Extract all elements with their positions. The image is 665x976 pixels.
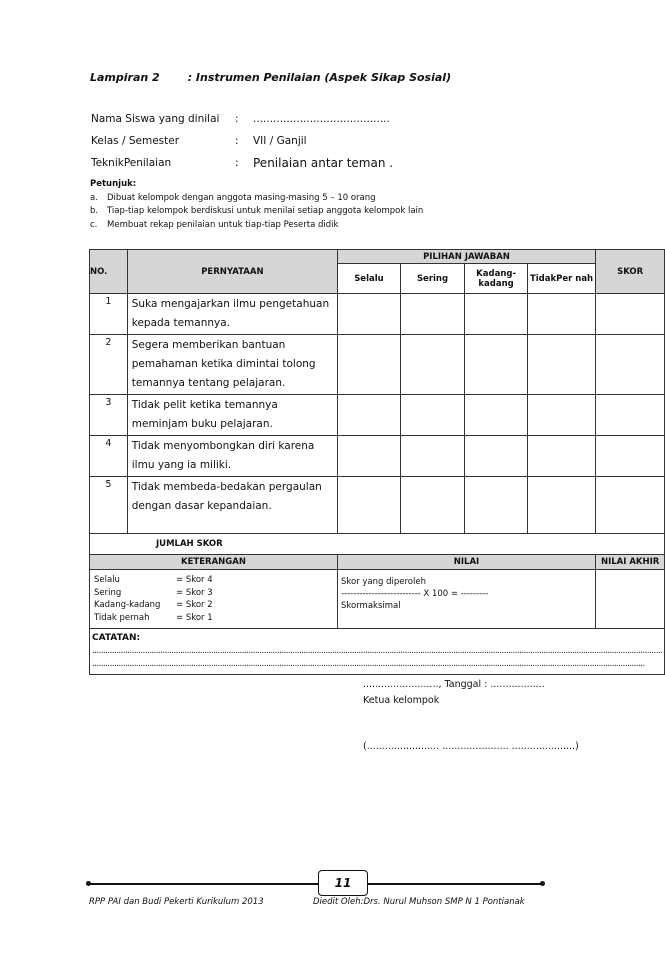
instructions-title: Petunjuk:: [90, 179, 137, 189]
option-never: TidakPer nah: [528, 264, 596, 294]
header-statement: PERNYATAAN: [127, 250, 337, 294]
answer-cell[interactable]: [465, 477, 528, 534]
header-value: NILAI: [337, 555, 595, 570]
row-number: 4: [90, 436, 128, 477]
instruction-item: [90, 219, 423, 233]
info-row: [88, 152, 542, 174]
answer-cell[interactable]: [465, 436, 528, 477]
legend-item: [94, 587, 333, 600]
legend-label: Sering: [94, 587, 122, 598]
answer-cell[interactable]: [337, 294, 400, 335]
info-label: Kelas / Semester: [91, 135, 180, 147]
legend-item: [94, 574, 333, 587]
appendix-title: : Instrumen Penilaian (Aspek Sikap Sosial): [187, 71, 452, 84]
header-answer-options: PILIHAN JAWABAN: [337, 250, 595, 264]
total-row: [90, 534, 665, 555]
instruction-marker: b.: [90, 206, 99, 216]
info-colon: :: [235, 113, 239, 125]
instructions: [90, 178, 423, 232]
row-statement: Suka mengajarkan ilmu pengetahuan kepada temannya.: [127, 294, 337, 335]
answer-cell[interactable]: [465, 395, 528, 436]
table-row: [90, 335, 665, 395]
info-value: .........................................: [253, 113, 390, 125]
legend-value: = Skor 3: [176, 587, 213, 598]
notes-cell[interactable]: [90, 629, 665, 675]
footer-left-text: RPP PAI dan Budi Pekerti Kurikulum 2013: [89, 897, 264, 907]
answer-cell[interactable]: [337, 436, 400, 477]
signature-name-line: (........................ ...................... .....................): [363, 741, 579, 752]
score-cell[interactable]: [596, 395, 665, 436]
instruction-text: Dibuat kelompok dengan anggota masing-masing 5 – 10 orang: [107, 192, 376, 203]
table-row: [90, 395, 665, 436]
instruction-item: [90, 192, 423, 206]
total-score-label: JUMLAH SKOR: [90, 534, 665, 555]
answer-cell[interactable]: [528, 395, 596, 436]
student-info-table: [88, 108, 542, 174]
header-legend: KETERANGAN: [90, 555, 338, 570]
formula-denominator: Skormaksimal: [340, 601, 401, 611]
notes-title: CATATAN:: [92, 633, 141, 643]
info-colon: :: [235, 135, 239, 147]
row-statement: Tidak membeda-bedakan pergaulan dengan dasar kepandaian.: [127, 477, 337, 534]
page-number: 11: [318, 870, 368, 896]
info-value: Penilaian antar teman .: [253, 156, 394, 170]
footer-rule-endpoint: [540, 881, 545, 886]
table-row: [90, 436, 665, 477]
row-number: 5: [90, 477, 128, 534]
table-row: [90, 294, 665, 335]
answer-cell[interactable]: [528, 335, 596, 395]
legend-label: Tidak pernah: [94, 612, 150, 623]
row-statement: Tidak menyombongkan diri karena ilmu yang ia miliki.: [127, 436, 337, 477]
option-often: Sering: [400, 264, 464, 294]
document-heading: [90, 71, 451, 84]
legend-cell: [90, 570, 338, 629]
row-statement: Tidak pelit ketika temannya meminjam buku pelajaran.: [127, 395, 337, 436]
legend-label: Selalu: [94, 575, 120, 585]
instruction-marker: c.: [90, 219, 98, 230]
footer-rule-endpoint: [86, 881, 91, 886]
answer-cell[interactable]: [337, 395, 400, 436]
legend-item: [94, 599, 333, 612]
assessment-table: [89, 249, 665, 675]
option-sometimes: Kadang-kadang: [465, 264, 528, 294]
header-final-value: NILAI AKHIR: [596, 555, 665, 570]
instruction-text: Membuat rekap penilaian untuk tiap-tiap Peserta didik: [107, 219, 339, 230]
answer-cell[interactable]: [400, 477, 464, 534]
option-always: Selalu: [337, 264, 400, 294]
score-cell[interactable]: [596, 294, 665, 335]
info-colon: :: [235, 157, 239, 169]
signature-role: Ketua kelompok: [363, 695, 440, 706]
notes-line: ...................................................................................................................................................................................................................................................................: [92, 646, 663, 656]
table-row: [90, 477, 665, 534]
legend-item: [94, 612, 333, 625]
answer-cell[interactable]: [528, 294, 596, 335]
footer-rule: [89, 883, 543, 885]
answer-cell[interactable]: [528, 436, 596, 477]
info-label: Nama Siswa yang dinilai: [91, 113, 220, 125]
formula-numerator: Skor yang diperoleh: [340, 577, 426, 587]
row-number: 2: [90, 335, 128, 395]
signature-date: ........................., Tanggal : ..................: [363, 679, 545, 690]
notes-line: ...........................................................................................................................................................................................................................................................: [92, 659, 645, 669]
answer-cell[interactable]: [528, 477, 596, 534]
value-formula: [337, 570, 595, 629]
legend-value: = Skor 4: [176, 575, 213, 585]
header-no: NO.: [90, 250, 128, 294]
answer-cell[interactable]: [337, 477, 400, 534]
instruction-marker: a.: [90, 192, 98, 203]
formula-fraction-line: -------------------------- X 100 = ---------: [340, 589, 489, 599]
legend-label: Kadang-kadang: [94, 600, 161, 610]
final-value-cell[interactable]: [596, 570, 665, 629]
info-value: VII / Ganjil: [253, 135, 307, 147]
legend-value: = Skor 2: [176, 600, 213, 610]
row-statement: Segera memberikan bantuan pemahaman ketika dimintai tolong temannya tentang pelajaran.: [127, 335, 337, 395]
legend-value: = Skor 1: [176, 612, 213, 623]
score-cell[interactable]: [596, 335, 665, 395]
row-number: 1: [90, 294, 128, 335]
answer-cell[interactable]: [465, 294, 528, 335]
footer-right-text: Diedit Oleh:Drs. Nurul Muhson SMP N 1 Pontianak: [313, 897, 525, 907]
header-score: SKOR: [596, 250, 665, 294]
answer-cell[interactable]: [337, 335, 400, 395]
score-cell[interactable]: [596, 477, 665, 534]
info-label: TeknikPenilaian: [91, 157, 172, 169]
score-cell[interactable]: [596, 436, 665, 477]
answer-cell[interactable]: [400, 436, 464, 477]
instruction-item: [90, 205, 423, 219]
info-row: [88, 108, 542, 130]
answer-cell[interactable]: [400, 395, 464, 436]
row-number: 3: [90, 395, 128, 436]
appendix-label: Lampiran 2: [90, 71, 160, 84]
answer-cell[interactable]: [465, 335, 528, 395]
instruction-text: Tiap-tiap kelompok berdiskusi untuk menilai setiap anggota kelompok lain: [107, 206, 424, 216]
answer-cell[interactable]: [400, 294, 464, 335]
answer-cell[interactable]: [400, 335, 464, 395]
info-row: [88, 130, 542, 152]
